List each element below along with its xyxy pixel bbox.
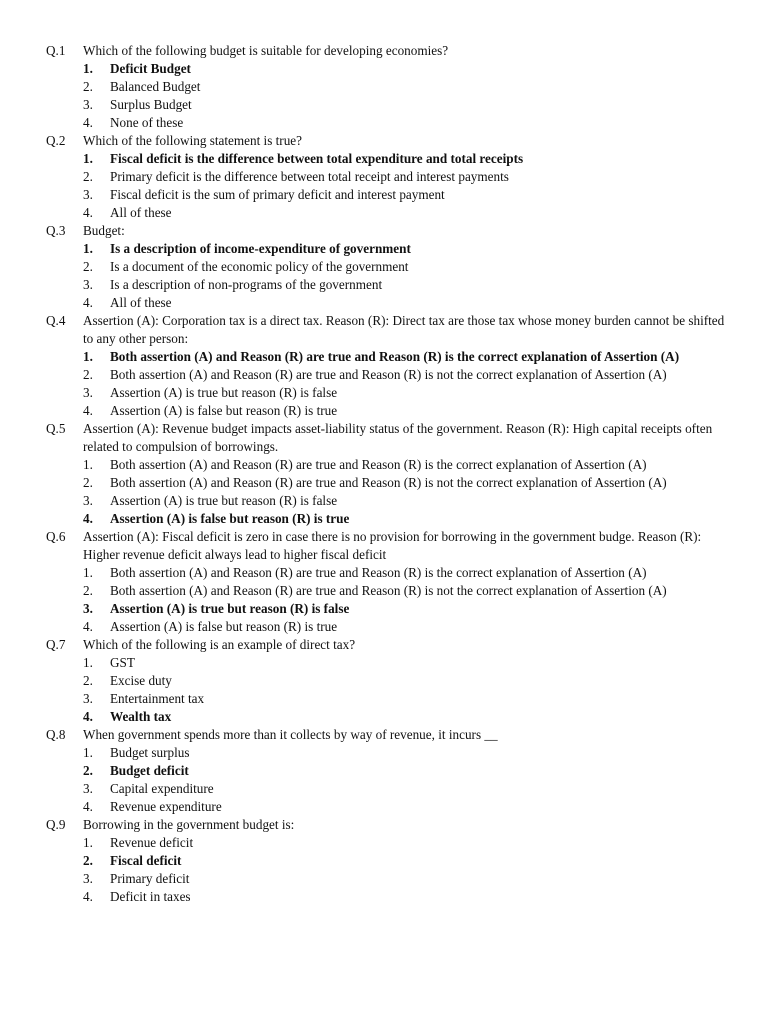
question-number: Q.9 (46, 817, 66, 832)
option-number: 3. (83, 97, 93, 112)
option-item-correct (83, 600, 728, 618)
option-number: 1. (83, 565, 93, 580)
option-item-correct (83, 348, 728, 366)
option-text: Revenue deficit (110, 835, 194, 850)
option-list (83, 564, 728, 636)
option-item (83, 456, 728, 474)
option-text: None of these (110, 115, 184, 130)
option-item-correct (83, 708, 728, 726)
option-list (83, 150, 728, 222)
question-list (0, 42, 768, 906)
option-number: 2. (83, 475, 93, 490)
option-item (83, 294, 728, 312)
option-text: Wealth tax (110, 709, 172, 724)
question-number: Q.4 (46, 313, 66, 328)
option-number: 2. (83, 853, 93, 868)
option-number: 1. (83, 835, 93, 850)
option-number: 4. (83, 403, 93, 418)
option-item (83, 258, 728, 276)
option-number: 3. (83, 277, 93, 292)
option-list (83, 744, 728, 816)
option-text: Primary deficit is the difference between total receipt and interest payments (110, 169, 509, 184)
option-item (83, 564, 728, 582)
option-item (83, 888, 728, 906)
question-number: Q.5 (46, 421, 66, 436)
option-text: Primary deficit (110, 871, 190, 886)
option-item (83, 744, 728, 762)
question-text: Which of the following is an example of direct tax? (83, 637, 356, 652)
option-number: 3. (83, 691, 93, 706)
option-text: Fiscal deficit is the difference between total expenditure and total receipts (110, 151, 524, 166)
option-list (83, 654, 728, 726)
question-text: When government spends more than it collects by way of revenue, it incurs __ (83, 727, 498, 742)
option-item (83, 366, 728, 384)
option-text: Entertainment tax (110, 691, 205, 706)
option-text: Both assertion (A) and Reason (R) are true and Reason (R) is not the correct explanation of Assertion (A) (110, 475, 667, 490)
option-item (83, 834, 728, 852)
option-text: Budget surplus (110, 745, 190, 760)
question-text: Which of the following statement is true? (83, 133, 302, 148)
question-text: Assertion (A): Fiscal deficit is zero in case there is no provision for borrowing in the government budge. Reason (R): Higher revenue deficit always lead to higher fiscal deficit (83, 529, 702, 562)
option-text: Is a description of non-programs of the government (110, 277, 383, 292)
question-text: Borrowing in the government budget is: (83, 817, 295, 832)
question-block (0, 312, 768, 420)
option-number: 4. (83, 115, 93, 130)
option-item (83, 186, 728, 204)
option-text: Budget deficit (110, 763, 189, 778)
question-document (0, 42, 768, 906)
option-item (83, 618, 728, 636)
option-item-correct (83, 240, 728, 258)
option-item (83, 492, 728, 510)
option-list (83, 348, 728, 420)
option-list (83, 456, 728, 528)
question-block (0, 222, 768, 312)
option-text: Both assertion (A) and Reason (R) are true and Reason (R) is not the correct explanation of Assertion (A) (110, 367, 667, 382)
question-block (0, 636, 768, 726)
option-item-correct (83, 510, 728, 528)
option-number: 3. (83, 493, 93, 508)
option-number: 4. (83, 619, 93, 634)
option-item (83, 798, 728, 816)
option-number: 4. (83, 205, 93, 220)
option-text: Fiscal deficit is the sum of primary deficit and interest payment (110, 187, 445, 202)
option-number: 1. (83, 655, 93, 670)
option-number: 4. (83, 511, 93, 526)
option-item (83, 204, 728, 222)
option-item (83, 672, 728, 690)
option-item (83, 168, 728, 186)
question-number: Q.8 (46, 727, 66, 742)
option-item-correct (83, 150, 728, 168)
question-number: Q.3 (46, 223, 66, 238)
option-text: Fiscal deficit (110, 853, 182, 868)
option-text: Both assertion (A) and Reason (R) are true and Reason (R) is the correct explanation of Assertion (A) (110, 349, 680, 364)
option-number: 1. (83, 457, 93, 472)
question-text: Budget: (83, 223, 125, 238)
option-number: 3. (83, 187, 93, 202)
option-item-correct (83, 60, 728, 78)
option-item (83, 474, 728, 492)
option-item-correct (83, 852, 728, 870)
option-text: Revenue expenditure (110, 799, 222, 814)
question-text: Assertion (A): Revenue budget impacts asset-liability status of the government. Reason (R): High capital receipts often related to compulsion of borrowings. (83, 421, 713, 454)
option-text: GST (110, 655, 135, 670)
option-number: 2. (83, 673, 93, 688)
option-item (83, 582, 728, 600)
question-block (0, 42, 768, 132)
option-number: 2. (83, 169, 93, 184)
option-text: Is a description of income-expenditure of government (110, 241, 411, 256)
option-text: Deficit in taxes (110, 889, 191, 904)
question-text: Assertion (A): Corporation tax is a direct tax. Reason (R): Direct tax are those tax whose money burden cannot be shifted to any other person: (83, 313, 725, 346)
option-text: Is a document of the economic policy of the government (110, 259, 409, 274)
option-item (83, 276, 728, 294)
option-item-correct (83, 762, 728, 780)
option-number: 2. (83, 367, 93, 382)
option-text: Assertion (A) is false but reason (R) is true (110, 511, 350, 526)
question-block (0, 816, 768, 906)
option-item (83, 114, 728, 132)
option-number: 1. (83, 241, 93, 256)
option-text: Assertion (A) is false but reason (R) is true (110, 619, 338, 634)
option-text: Assertion (A) is true but reason (R) is false (110, 493, 338, 508)
option-number: 1. (83, 349, 93, 364)
option-number: 2. (83, 583, 93, 598)
question-block (0, 420, 768, 528)
question-number: Q.6 (46, 529, 66, 544)
option-number: 1. (83, 61, 93, 76)
option-list (83, 240, 728, 312)
option-item (83, 402, 728, 420)
option-text: Deficit Budget (110, 61, 191, 76)
option-text: Assertion (A) is false but reason (R) is true (110, 403, 338, 418)
option-item (83, 654, 728, 672)
question-block (0, 726, 768, 816)
option-number: 3. (83, 781, 93, 796)
option-item (83, 384, 728, 402)
option-number: 1. (83, 151, 93, 166)
question-number: Q.7 (46, 637, 66, 652)
option-text: Balanced Budget (110, 79, 201, 94)
option-list (83, 834, 728, 906)
option-text: Assertion (A) is true but reason (R) is false (110, 385, 338, 400)
option-number: 3. (83, 871, 93, 886)
option-number: 4. (83, 799, 93, 814)
option-text: Both assertion (A) and Reason (R) are true and Reason (R) is the correct explanation of Assertion (A) (110, 457, 647, 472)
option-text: Both assertion (A) and Reason (R) are true and Reason (R) is the correct explanation of Assertion (A) (110, 565, 647, 580)
option-number: 3. (83, 385, 93, 400)
option-text: Excise duty (110, 673, 172, 688)
option-number: 4. (83, 889, 93, 904)
option-number: 4. (83, 295, 93, 310)
option-text: Assertion (A) is true but reason (R) is false (110, 601, 350, 616)
option-text: All of these (110, 205, 172, 220)
option-number: 2. (83, 259, 93, 274)
option-number: 4. (83, 709, 93, 724)
option-number: 2. (83, 79, 93, 94)
question-block (0, 132, 768, 222)
question-text: Which of the following budget is suitable for developing economies? (83, 43, 449, 58)
option-number: 3. (83, 601, 93, 616)
option-item (83, 78, 728, 96)
question-number: Q.1 (46, 43, 66, 58)
option-text: Surplus Budget (110, 97, 192, 112)
question-block (0, 528, 768, 636)
option-text: All of these (110, 295, 172, 310)
option-number: 1. (83, 745, 93, 760)
option-item (83, 690, 728, 708)
option-item (83, 870, 728, 888)
option-number: 2. (83, 763, 93, 778)
option-text: Both assertion (A) and Reason (R) are true and Reason (R) is not the correct explanation of Assertion (A) (110, 583, 667, 598)
question-number: Q.2 (46, 133, 66, 148)
option-item (83, 96, 728, 114)
option-text: Capital expenditure (110, 781, 214, 796)
option-item (83, 780, 728, 798)
option-list (83, 60, 728, 132)
